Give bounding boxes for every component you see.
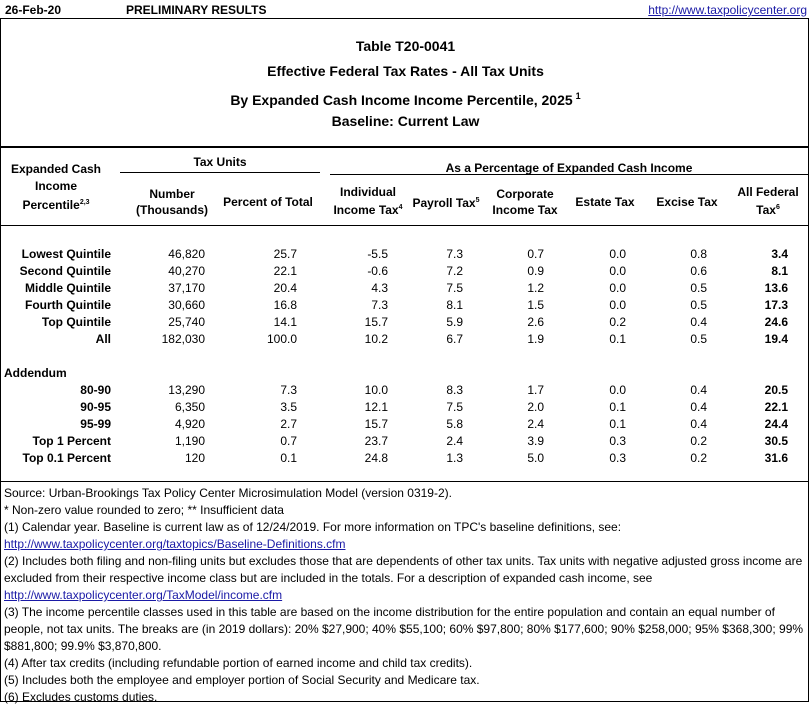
cell-estate: 0.3 (609, 451, 626, 465)
cell-payroll: 2.4 (446, 434, 463, 448)
cell-estate: 0.0 (609, 281, 626, 295)
cell-number: 4,920 (174, 417, 205, 431)
cell-pct-total: 16.8 (273, 298, 297, 312)
cell-excise: 0.2 (690, 434, 707, 448)
table-subtitle-footnote: 1 (575, 91, 581, 101)
cell-payroll: 7.5 (446, 281, 463, 295)
cell-individual: 24.8 (364, 451, 388, 465)
table-id: Table T20-0041 (355, 38, 456, 54)
note-2: (2) Includes both filing and non-filing units but excludes those that are dependents of other tax units. Tax units with negative adjusted gross income are excluded from their respective income class but are included in the totals. For a description of expanded cash income, see (4, 554, 803, 585)
cell-corporate: 5.0 (527, 451, 544, 465)
cell-pct-total: 0.7 (280, 434, 297, 448)
cell-estate: 0.0 (609, 247, 626, 261)
cell-pct-total: 25.7 (273, 247, 297, 261)
col-all-federal-line2: Tax (756, 203, 776, 217)
tpc-website-link[interactable]: http://www.taxpolicycenter.org (648, 3, 807, 17)
cell-payroll: 7.3 (446, 247, 463, 261)
cell-all-federal: 24.4 (764, 417, 788, 431)
cell-pct-total: 14.1 (273, 315, 297, 329)
cell-all-federal: 8.1 (771, 264, 788, 278)
tax-units-underline (120, 172, 320, 173)
cell-excise: 0.6 (690, 264, 707, 278)
cell-excise: 0.8 (690, 247, 707, 261)
cell-payroll: 5.9 (446, 315, 463, 329)
cell-estate: 0.0 (609, 298, 626, 312)
col-all-federal-line1: All Federal (737, 185, 799, 199)
cell-all-federal: 13.6 (764, 281, 788, 295)
cell-pct-total: 0.1 (280, 451, 297, 465)
cell-all-federal: 22.1 (764, 400, 788, 414)
cell-individual: 10.0 (364, 383, 388, 397)
note-5: (5) Includes both the employee and employer portion of Social Security and Medicare tax. (4, 673, 480, 687)
cell-payroll: 7.5 (446, 400, 463, 414)
row-header-line1: Expanded Cash (10, 162, 102, 176)
cell-number: 13,290 (168, 383, 205, 397)
notes (4, 485, 807, 706)
col-individual-footnote: 4 (398, 204, 403, 211)
cell-excise: 0.5 (690, 281, 707, 295)
row-header-line3 (4, 195, 108, 213)
cell-excise: 0.4 (690, 400, 707, 414)
note-1-link[interactable]: http://www.taxpolicycenter.org/taxtopics/Baseline-Definitions.cfm (4, 537, 346, 551)
row-header-footnote: 2,3 (79, 199, 90, 206)
cell-all-federal: 31.6 (764, 451, 788, 465)
note-6: (6) Excludes customs duties. (4, 690, 158, 704)
col-individual-line1: Individual (339, 185, 396, 199)
note-3: (3) The income percentile classes used in this table are based on the income distribution for the entire population and contain an equal number of people, not tax units. The breaks are (in 2019 dollars): 20% $27,900; 40% $55,100; 60% $97,800; 80% $177,600; 90% $258,000; 95% $368,300; 99% $881,800; 99.9% $3,870,800. (4, 605, 804, 653)
cell-individual: -0.6 (367, 264, 388, 278)
header-top-rule (0, 146, 809, 148)
row-label: Top Quintile (41, 315, 111, 329)
note-2-link[interactable]: http://www.taxpolicycenter.org/TaxModel/income.cfm (4, 588, 283, 602)
cell-estate: 0.1 (609, 400, 626, 414)
status-label: PRELIMINARY RESULTS (126, 3, 267, 17)
col-individual-line2-wrap (328, 200, 408, 218)
cell-pct-total: 2.7 (280, 417, 297, 431)
cell-all-federal: 3.4 (771, 247, 788, 261)
col-corporate (486, 186, 564, 218)
col-individual (328, 184, 408, 218)
cell-excise: 0.4 (690, 417, 707, 431)
col-individual-line2: Income Tax (333, 203, 399, 217)
cell-payroll: 8.1 (446, 298, 463, 312)
row-label: Middle Quintile (25, 281, 111, 295)
tax-units-group-header: Tax Units (193, 155, 247, 169)
cell-number: 46,820 (168, 247, 205, 261)
cell-estate: 0.1 (609, 332, 626, 346)
col-payroll-text: Payroll Tax (412, 196, 476, 210)
cell-individual: 23.7 (364, 434, 388, 448)
row-label: 95-99 (80, 417, 111, 431)
row-label: Second Quintile (19, 264, 111, 278)
cell-estate: 0.0 (609, 264, 626, 278)
cell-all-federal: 19.4 (764, 332, 788, 346)
row-label: Fourth Quintile (25, 298, 111, 312)
col-all-federal-footnote: 6 (775, 204, 780, 211)
cell-excise: 0.2 (690, 451, 707, 465)
cell-pct-total: 3.5 (280, 400, 297, 414)
row-header (4, 161, 108, 213)
cell-number: 1,190 (174, 434, 205, 448)
cell-number: 37,170 (168, 281, 205, 295)
cell-payroll: 1.3 (446, 451, 463, 465)
col-excise: Excise Tax (656, 195, 718, 209)
cell-individual: 4.3 (371, 281, 388, 295)
cell-corporate: 1.2 (527, 281, 544, 295)
col-corporate-line2: Income Tax (492, 203, 558, 217)
report-date: 26-Feb-20 (5, 3, 62, 17)
cell-corporate: 1.7 (527, 383, 544, 397)
cell-all-federal: 24.6 (764, 315, 788, 329)
col-number (124, 186, 220, 218)
col-number-line2: (Thousands) (136, 203, 208, 217)
cell-corporate: 1.5 (527, 298, 544, 312)
cell-corporate: 0.7 (527, 247, 544, 261)
cell-pct-total: 20.4 (273, 281, 297, 295)
cell-all-federal: 30.5 (764, 434, 788, 448)
table-title: Effective Federal Tax Rates - All Tax Units (267, 63, 544, 79)
cell-excise: 0.5 (690, 298, 707, 312)
top-bar (0, 0, 811, 20)
cell-excise: 0.5 (690, 332, 707, 346)
cell-number: 120 (184, 451, 205, 465)
title-block (0, 36, 811, 136)
row-label: Lowest Quintile (21, 247, 111, 261)
cell-individual: 15.7 (364, 417, 388, 431)
col-payroll (410, 193, 482, 211)
row-label: Top 0.1 Percent (22, 451, 111, 465)
cell-corporate: 2.4 (527, 417, 544, 431)
cell-number: 6,350 (174, 400, 205, 414)
cell-individual: 15.7 (364, 315, 388, 329)
row-label: All (95, 332, 111, 346)
cell-individual: 10.2 (364, 332, 388, 346)
cell-number: 182,030 (161, 332, 205, 346)
cell-payroll: 5.8 (446, 417, 463, 431)
note-1: (1) Calendar year. Baseline is current law as of 12/24/2019. For more information on TPC's baseline definitions, see: (4, 520, 622, 534)
cell-payroll: 8.3 (446, 383, 463, 397)
col-all-federal-line2-wrap (730, 200, 806, 218)
cell-number: 40,270 (168, 264, 205, 278)
cell-estate: 0.0 (609, 383, 626, 397)
table-subtitle (0, 86, 811, 111)
table-baseline: Baseline: Current Law (331, 113, 480, 129)
cell-number: 30,660 (168, 298, 205, 312)
cell-excise: 0.4 (690, 383, 707, 397)
cell-all-federal: 17.3 (764, 298, 788, 312)
cell-excise: 0.4 (690, 315, 707, 329)
cell-estate: 0.1 (609, 417, 626, 431)
cell-corporate: 2.0 (527, 400, 544, 414)
percentage-underline (330, 174, 808, 175)
cell-individual: 7.3 (371, 298, 388, 312)
col-percent-total: Percent of Total (223, 195, 313, 209)
note-source: Source: Urban-Brookings Tax Policy Center Microsimulation Model (version 0319-2). (4, 486, 452, 500)
cell-corporate: 0.9 (527, 264, 544, 278)
header-bottom-rule (0, 225, 809, 226)
cell-all-federal: 20.5 (764, 383, 788, 397)
cell-payroll: 7.2 (446, 264, 463, 278)
cell-number: 25,740 (168, 315, 205, 329)
col-number-line1: Number (149, 187, 195, 201)
row-header-line2: Income (34, 179, 77, 193)
notes-top-rule (0, 481, 809, 482)
cell-corporate: 2.6 (527, 315, 544, 329)
row-label: 90-95 (80, 400, 111, 414)
row-label: 80-90 (80, 383, 111, 397)
note-4: (4) After tax credits (including refundable portion of earned income and child tax credits). (4, 656, 473, 670)
cell-pct-total: 100.0 (266, 332, 297, 346)
cell-payroll: 6.7 (446, 332, 463, 346)
note-legend: * Non-zero value rounded to zero; ** Insufficient data (4, 503, 284, 517)
cell-individual: -5.5 (367, 247, 388, 261)
cell-corporate: 1.9 (527, 332, 544, 346)
cell-pct-total: 22.1 (273, 264, 297, 278)
cell-estate: 0.3 (609, 434, 626, 448)
cell-estate: 0.2 (609, 315, 626, 329)
row-header-line3-text: Percentile (22, 198, 80, 212)
percentage-group-header: As a Percentage of Expanded Cash Income (445, 161, 693, 175)
col-corporate-line1: Corporate (496, 187, 554, 201)
cell-corporate: 3.9 (527, 434, 544, 448)
addendum-label: Addendum (4, 366, 67, 380)
cell-individual: 12.1 (364, 400, 388, 414)
table-subtitle-text: By Expanded Cash Income Income Percentile, 2025 (230, 92, 573, 108)
col-payroll-footnote: 5 (475, 197, 480, 204)
col-estate: Estate Tax (575, 195, 635, 209)
cell-pct-total: 7.3 (280, 383, 297, 397)
col-all-federal (730, 184, 806, 218)
row-label: Top 1 Percent (32, 434, 111, 448)
